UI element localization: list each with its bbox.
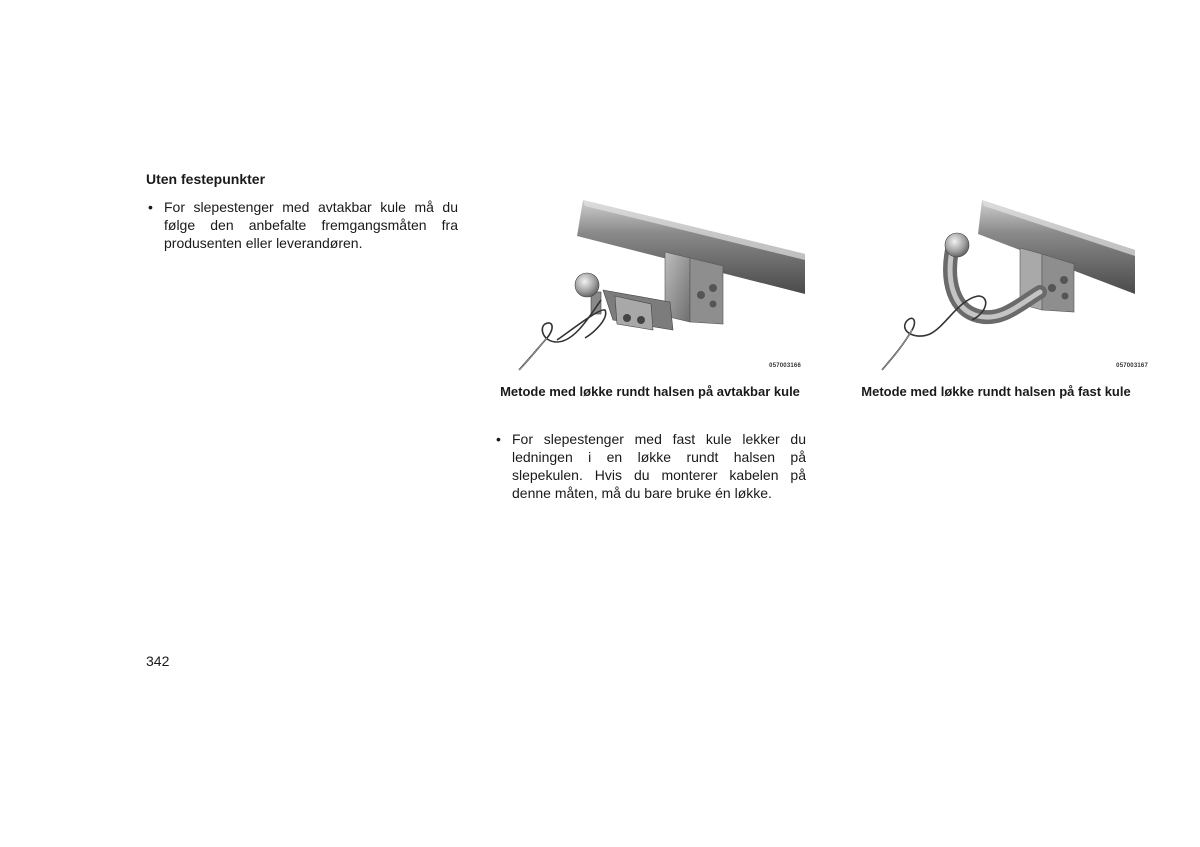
tow-bar-fixed-illustration [860,192,1150,377]
figure-detachable-ball [505,192,805,377]
bullet-marker: • [148,199,153,215]
section-heading: Uten festepunkter [146,171,266,187]
page-number: 342 [146,653,170,669]
figure-fixed-ball [860,192,1150,377]
figure-code: 057003166 [769,363,801,369]
figure-caption: Metode med løkke rundt halsen på avtakbar kule [500,384,800,399]
bullet-marker: • [496,431,501,447]
figure-code: 057003167 [1116,363,1148,369]
figure-caption: Metode med løkke rundt halsen på fast kule [861,384,1131,399]
bullet-item [146,198,458,252]
tow-bar-detachable-illustration [505,192,805,377]
bullet-text: For slepestenger med avtakbar kule må du følge den anbefalte fremgangsmåten fra produsenten eller leverandøren. [164,199,458,251]
bullet-item [494,430,806,502]
bullet-text: For slepestenger med fast kule lekker du ledningen i en løkke rundt halsen på slepekulen. Hvis du monterer kabelen på denne måten, må du bare bruke én løkke. [512,431,806,501]
